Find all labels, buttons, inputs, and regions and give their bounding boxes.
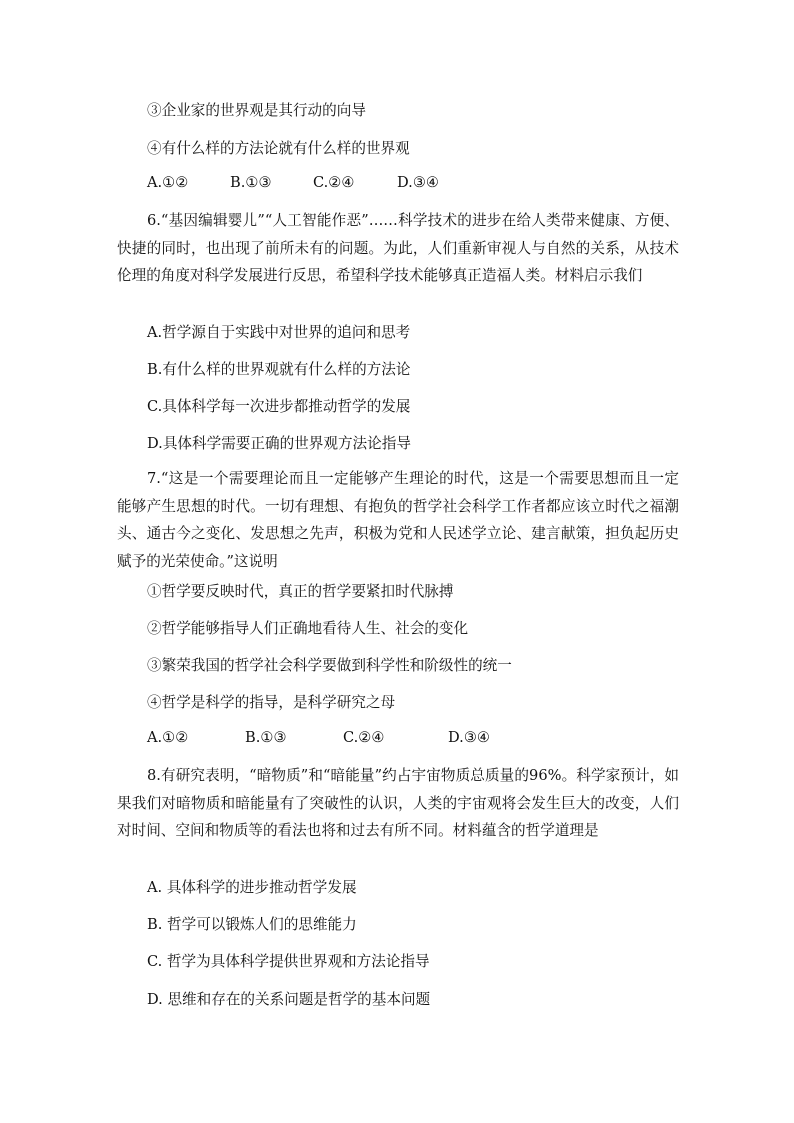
q7-option-a: A.①②	[147, 729, 189, 746]
q7-option-d: D.③④	[448, 729, 490, 746]
q6-option-c: C.具体科学每一次进步都推动哲学的发展	[147, 398, 411, 415]
q7-item-4: ④哲学是科学的指导，是科学研究之母	[147, 694, 396, 711]
q7-option-b: B.①③	[245, 729, 287, 746]
q5-option-b: B.①③	[230, 174, 272, 191]
q8-option-d: D. 思维和存在的关系问题是哲学的基本问题	[147, 991, 431, 1008]
q6-option-b: B.有什么样的世界观就有什么样的方法论	[147, 361, 411, 378]
q7-option-c: C.②④	[343, 729, 385, 746]
q6-option-a: A.哲学源自于实践中对世界的追问和思考	[147, 324, 411, 341]
q5-item-4: ④有什么样的方法论就有什么样的世界观	[147, 140, 410, 157]
q8-option-a: A. 具体科学的进步推动哲学发展	[147, 879, 357, 896]
q7-stem: 7.“这是一个需要理论而且一定能够产生理论的时代，这是一个需要思想而且一定能够产生思想的时代。一切有理想、有抱负的哲学社会科学工作者都应该立时代之福潮头、通古今之变化、发思想之先声，积极为党和人民述学立论、建言献策，担负起历史赋予的光荣使命。”这说明	[117, 470, 679, 570]
q5-option-d: D.③④	[397, 174, 439, 191]
q7-item-3: ③繁荣我国的哲学社会科学要做到科学性和阶级性的统一	[147, 657, 512, 674]
q8-option-b: B. 哲学可以锻炼人们的思维能力	[147, 916, 357, 933]
q7-item-1: ①哲学要反映时代，真正的哲学要紧扣时代脉搏	[147, 583, 454, 600]
q5-option-c: C.②④	[313, 174, 355, 191]
q5-option-a: A.①②	[147, 174, 189, 191]
q7-item-2: ②哲学能够指导人们正确地看待人生、社会的变化	[147, 620, 469, 637]
q5-item-3: ③企业家的世界观是其行动的向导	[147, 102, 366, 119]
q8-option-c: C. 哲学为具体科学提供世界观和方法论指导	[147, 953, 430, 970]
q8-stem: 8.有研究表明，“暗物质”和“暗能量”约占宇宙物质总质量的96%。科学家预计，如果我们对暗物质和暗能量有了突破性的认识，人类的宇宙观将会发生巨大的改变，人们对时间、空间和物质等的看法也将和过去有所不同。材料蕴含的哲学道理是	[117, 767, 679, 839]
q6-stem: 6.“基因编辑婴儿”“人工智能作恶”……科学技术的进步在给人类带来健康、方便、快捷的同时，也出现了前所未有的问题。为此，人们重新审视人与自然的关系，从技术伦理的角度对科学发展进行反思，希望科学技术能够真正造福人类。材料启示我们	[117, 212, 679, 284]
q6-option-d: D.具体科学需要正确的世界观方法论指导	[147, 435, 411, 452]
